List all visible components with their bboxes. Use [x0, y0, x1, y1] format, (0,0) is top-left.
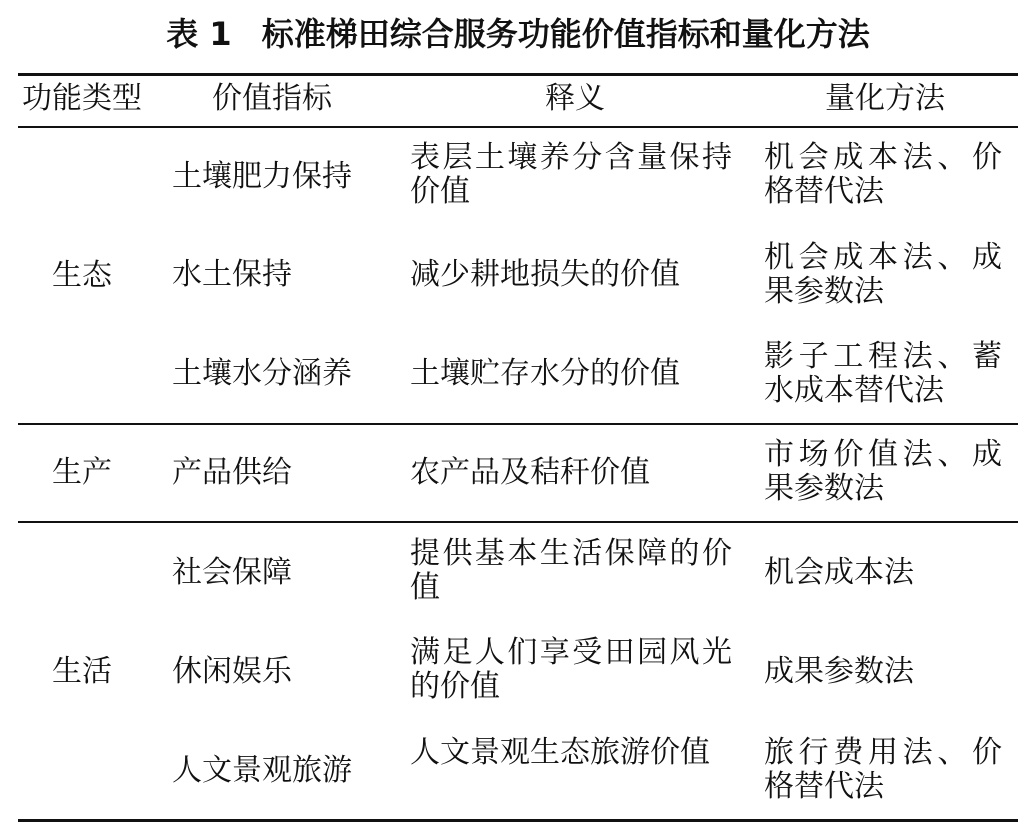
- meaning-cell: 减少耕地损失的价值: [410, 257, 680, 292]
- indicator-cell: 土壤水分涵养: [172, 356, 352, 391]
- indicator-cell: 人文景观旅游: [172, 753, 352, 788]
- indicator-cell: 水土保持: [172, 257, 292, 292]
- bottom-rule: [18, 819, 1018, 822]
- method-cell: 机会成本法、成果参数法: [764, 240, 1002, 309]
- indicator-cell: 社会保障: [172, 555, 292, 590]
- method-cell: 市场价值法、成果参数法: [764, 437, 1002, 506]
- method-cell: 机会成本法、价格替代法: [764, 140, 1002, 209]
- top-rule: [18, 73, 1018, 76]
- table-title: 标准梯田综合服务功能价值指标和量化方法: [261, 15, 870, 53]
- meaning-cell: 人文景观生态旅游价值: [410, 735, 710, 770]
- method-cell: 成果参数法: [764, 654, 914, 689]
- indicator-cell: 土壤肥力保持: [172, 159, 352, 194]
- table-number: 表 1: [166, 15, 232, 53]
- header-value-indicator: 价值指标: [212, 81, 332, 116]
- group-type-production: 生产: [52, 455, 112, 490]
- meaning-cell: 提供基本生活保障的价值: [410, 536, 732, 605]
- meaning-cell: 土壤贮存水分的价值: [410, 356, 680, 391]
- method-cell: 旅行费用法、价格替代法: [764, 735, 1002, 804]
- meaning-cell: 满足人们享受田园风光的价值: [410, 635, 732, 704]
- meaning-cell: 表层土壤养分含量保持价值: [410, 140, 732, 209]
- group-type-ecology: 生态: [52, 258, 112, 293]
- group-divider: [18, 423, 1018, 425]
- group-type-living: 生活: [52, 654, 112, 689]
- meaning-cell: 农产品及秸秆价值: [410, 455, 650, 490]
- header-function-type: 功能类型: [22, 81, 142, 116]
- method-cell: 影子工程法、蓄水成本替代法: [764, 339, 1002, 408]
- indicator-cell: 休闲娱乐: [172, 654, 292, 689]
- indicator-cell: 产品供给: [172, 455, 292, 490]
- table-caption: [0, 12, 1036, 56]
- header-method: 量化方法: [825, 81, 945, 116]
- header-rule: [18, 126, 1018, 128]
- header-meaning: 释义: [545, 81, 605, 116]
- method-cell: 机会成本法: [764, 555, 914, 590]
- group-divider: [18, 521, 1018, 523]
